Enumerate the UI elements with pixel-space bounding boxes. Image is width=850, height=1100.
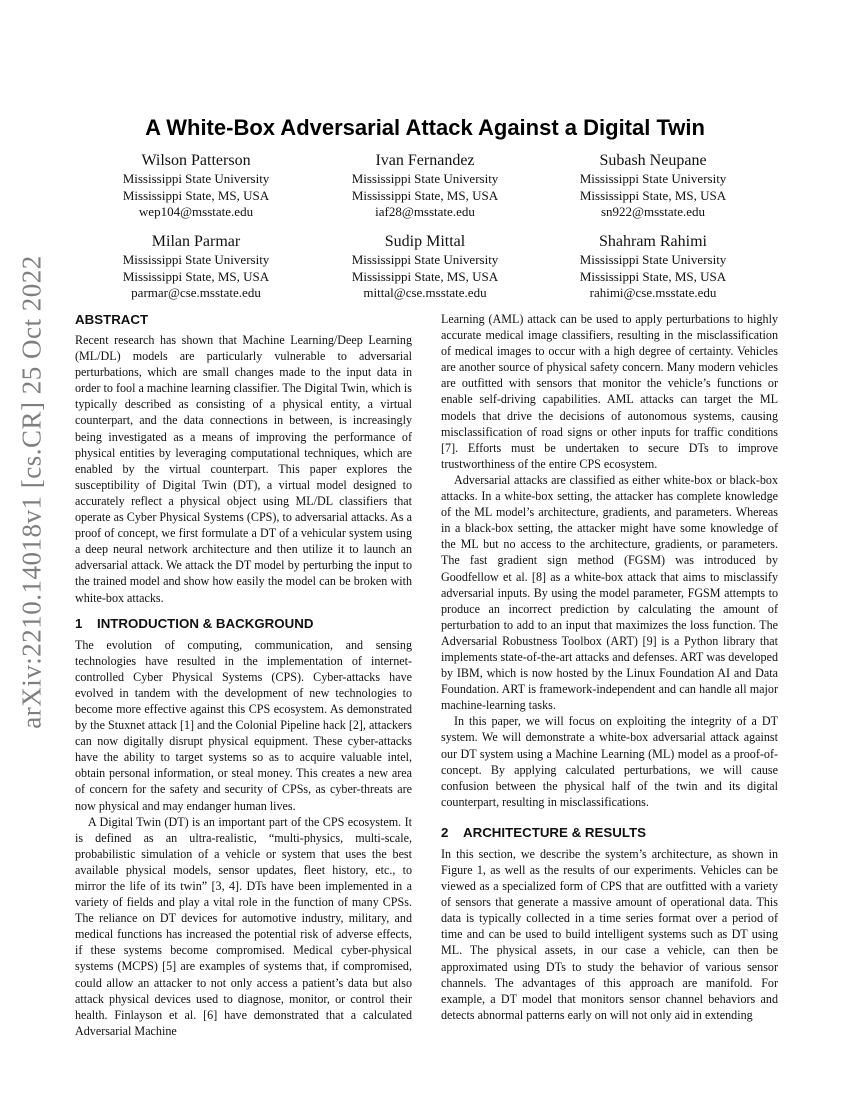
author-location: Mississippi State, MS, USA	[351, 187, 499, 203]
author-block	[538, 232, 768, 302]
author-affiliation: Mississippi State University	[579, 171, 727, 186]
author-name: Shahram Rahimi	[599, 233, 707, 250]
section-heading	[75, 615, 412, 633]
author-email: wep104@msstate.edu	[138, 204, 254, 219]
author-affiliation: Mississippi State University	[122, 171, 270, 186]
section-title: INTRODUCTION & BACKGROUND	[97, 615, 314, 631]
author-name: Sudip Mittal	[384, 233, 466, 250]
author-location: Mississippi State, MS, USA	[579, 187, 727, 203]
paper-title: A White-Box Adversarial Attack Against a Digital Twin	[145, 115, 705, 140]
author-block	[81, 232, 311, 302]
author-location: Mississippi State, MS, USA	[579, 268, 727, 284]
author-email: parmar@cse.msstate.edu	[131, 285, 261, 300]
arxiv-identifier: arXiv:2210.14018v1 [cs.CR] 25 Oct 2022	[16, 255, 47, 729]
author-location: Mississippi State, MS, USA	[122, 268, 270, 284]
author-location: Mississippi State, MS, USA	[122, 187, 270, 203]
paragraph: In this section, we describe the system’s architecture, as shown in Figure 1, as well as the results of our experiments. Vehicles can be viewed as a specialized form of CPS that are outfitted with a variety of sensors that generate a massive amount of operational data. This data is typically collected in a time series format over a period of time and can be used to build intelligent systems such as DT using ML. The physical assets, in our case a vehicle, can then be approximated using DTs to study the behavior of various sensor channels. The advantages of this approach are manifold. For example, a DT model that monitors sensor channel behaviors and detects abnormal patterns early on will not only aid in extending	[441, 846, 778, 1022]
abstract-heading: ABSTRACT	[75, 312, 149, 327]
author-block	[310, 151, 540, 221]
author-name: Ivan Fernandez	[375, 152, 475, 169]
author-block	[81, 151, 311, 221]
author-block	[310, 232, 540, 302]
author-email: rahimi@cse.msstate.edu	[589, 285, 717, 300]
author-block	[538, 151, 768, 221]
author-email: iaf28@msstate.edu	[375, 204, 475, 219]
right-column	[441, 311, 778, 1023]
author-email: sn922@msstate.edu	[600, 204, 706, 219]
author-affiliation: Mississippi State University	[579, 252, 727, 267]
author-name: Milan Parmar	[151, 233, 241, 250]
paragraph: The evolution of computing, communication, and sensing technologies have resulted in the implementation of internet-controlled Cyber Physical Systems (CPS). Cyber-attacks have evolved in tandem with the development of new technologies to become more effective against this CPS ecosystem. As demonstrated by the Stuxnet attack [1] and the Colonial Pipeline hack [2], attackers can now digitally disrupt physical equipment. These cyber-attacks have the ability to target systems so as to acquire valuable intel, obtain personal information, or steal money. This creates a new area of concern for the safety and security of CPSs, as cyber-threats are now physical and may endanger human lives.	[75, 637, 412, 813]
section-title: ARCHITECTURE & RESULTS	[463, 824, 646, 840]
paragraph: Adversarial attacks are classified as either white-box or black-box attacks. In a white-box setting, the attacker has complete knowledge of the ML model’s architecture, gradients, and parameters. Whereas in a black-box setting, the attacker might have some knowledge of the ML but no access to the architecture, gradients, or parameters. The fast gradient sign method (FGSM) was introduced by Goodfellow et al. [8] as a white-box attack that aims to misclassify adversarial inputs. By using the model parameter, FGSM attempts to produce an incorrect prediction by calculating the amount of perturbation to add to an input that maximizes the loss function. The Adversarial Robustness Toolbox (ART) [9] is a Python library that implements state-of-the-art attacks and defenses. ART was developed by IBM, which is now hosted by the Linux Foundation AI and Data Foundation. ART is framework-independent and can handle all major machine-learning tasks.	[441, 472, 778, 713]
arxiv-sidebar	[10, 255, 54, 729]
author-location: Mississippi State, MS, USA	[351, 268, 499, 284]
author-affiliation: Mississippi State University	[351, 252, 499, 267]
section-heading	[441, 824, 778, 842]
author-affiliation: Mississippi State University	[122, 252, 270, 267]
paragraph: A Digital Twin (DT) is an important part of the CPS ecosystem. It is defined as an ultra-realistic, “multi-physics, multi-scale, probabilistic simulation of a vehicle or system that uses the best available physical models, sensor updates, fleet history, etc., to mirror the life of its twin” [3, 4]. DTs have been implemented in a variety of fields and play a vital role in the function of many CPSs. The reliance on DT devices for automotive industry, military, and medical functions has increased the potential risk of adverse effects, if these systems become compromised. Medical cyber-physical systems (MCPS) [5] are examples of systems that, if compromised, could allow an attacker to not only access a patient’s data but also attack physical devices used to diagnose, monitor, or control their health. Finlayson et al. [6] have demonstrated that a calculated Adversarial Machine	[75, 814, 412, 1038]
author-name: Wilson Patterson	[141, 152, 251, 169]
section-number: 2	[441, 824, 449, 840]
section-number: 1	[75, 615, 83, 631]
author-affiliation: Mississippi State University	[351, 171, 499, 186]
author-email: mittal@cse.msstate.edu	[363, 285, 487, 300]
author-name: Subash Neupane	[599, 152, 707, 169]
paragraph: Learning (AML) attack can be used to apply perturbations to highly accurate medical image classifiers, resulting in the misclassification of medical images to occur with a high degree of certainty. Vehicles are another source of physical safety concern. Many modern vehicles are outfitted with sensors that monitor the vehicle’s functions or enable self-driving capabilities. AML attacks can target the ML models that drive the decisions of autonomous systems, causing misclassification of road signs or other inputs for traffic conditions [7]. Efforts must be undertaken to secure DTs to improve trustworthiness of the entire CPS ecosystem.	[441, 312, 778, 471]
left-column	[75, 311, 412, 1039]
paragraph: In this paper, we will focus on exploiting the integrity of a DT system. We will demonstrate a white-box adversarial attack against our DT system using a Machine Learning (ML) model as a proof-of-concept. By applying calculated perturbations, we will cause confusion between the physical half of the twin and its digital counterpart, resulting in misclassifications.	[441, 714, 778, 809]
abstract-text: Recent research has shown that Machine Learning/Deep Learning (ML/DL) models are particularly vulnerable to adversarial perturbations, which are small changes made to the input data in order to fool a machine learning classifier. The Digital Twin, which is typically described as consisting of a physical entity, a virtual counterpart, and the data connections in between, is increasingly being investigated as a means of improving the performance of physical entities by leveraging computational techniques, which are enabled by the virtual counterpart. This paper explores the susceptibility of Digital Twin (DT), a virtual model designed to accurately reflect a physical object using ML/DL classifiers that operate as Cyber Physical Systems (CPS), to adversarial attacks. As a proof of concept, we first formulate a DT of a vehicular system using a deep neural network architecture and then utilize it to launch an adversarial attack. We attack the DT model by perturbing the input to the trained model and show how easily the model can be broken with white-box attacks.	[75, 333, 412, 605]
